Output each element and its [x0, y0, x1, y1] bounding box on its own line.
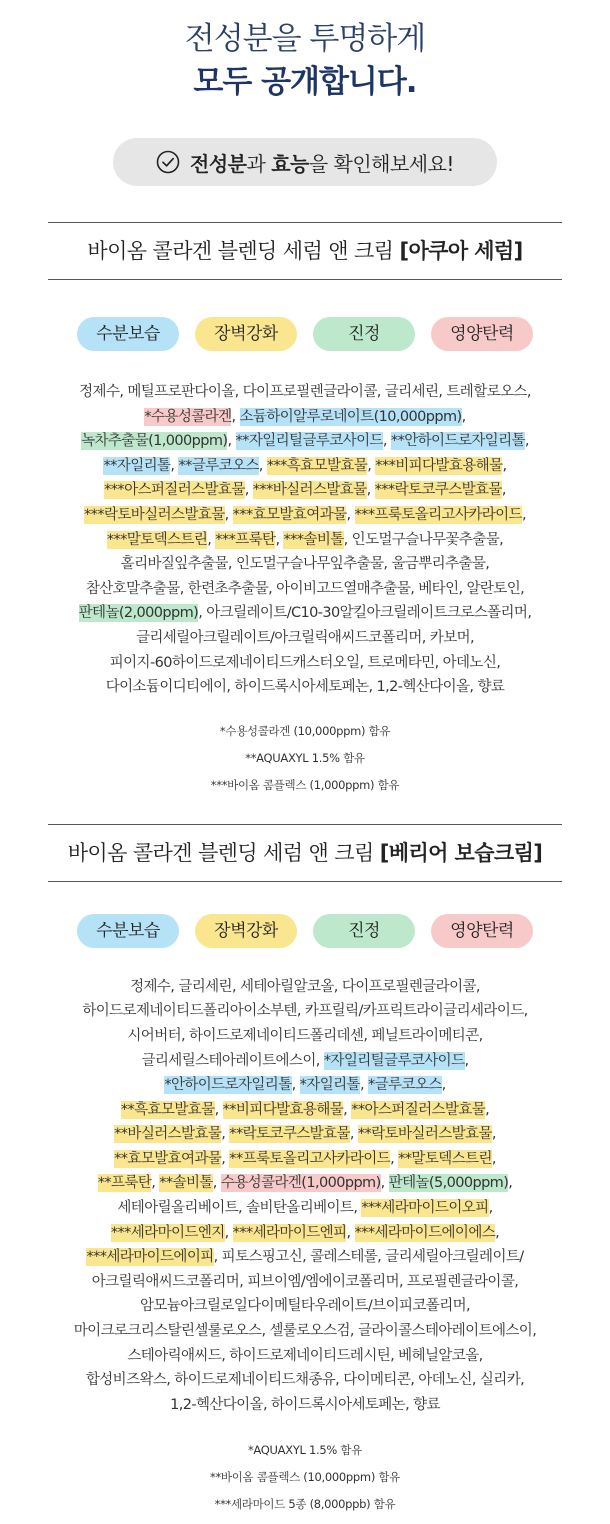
footnote: ***바이옴 콤플렉스 (1,000ppm) 함유 — [210, 777, 400, 792]
ingredient-line — [0, 1196, 610, 1221]
ingredient-text: , — [346, 506, 355, 523]
ingredient-text: 합성비즈왁스, 하이드로제네이티드채종유, 다이메티콘, 아데노신, 실리카, — [85, 1372, 525, 1389]
ingredient-line — [0, 528, 610, 553]
check-ingredients-pill — [113, 138, 497, 186]
ingredient-line — [0, 454, 610, 479]
ingredient-text: , — [380, 1175, 389, 1192]
ingredient-list — [0, 975, 610, 1418]
badge-moisture: 수분보습 — [77, 914, 179, 948]
product-title-bracket: [베리어 보습크림] — [379, 840, 543, 865]
ingredient-text: , — [441, 1077, 446, 1094]
ingredient-line — [0, 601, 610, 626]
product-title-prefix: 바이옴 콜라겐 블렌딩 세럼 앤 크림 — [67, 840, 380, 865]
ingredient-text: , — [170, 457, 179, 474]
ingredient-highlight: **자일리틸글루코사이드 — [235, 433, 383, 450]
ingredient-text: , — [224, 506, 233, 523]
ingredient-highlight: ***바실러스발효물 — [252, 482, 367, 499]
ingredient-text: , — [221, 1150, 230, 1167]
ingredient-highlight: **프룩토올리고사카라이드 — [229, 1150, 391, 1167]
ingredient-text: 암모늄아크릴로일다이메틸타우레이트/브이피코폴리머, — [139, 1298, 471, 1315]
ingredient-text: , — [524, 433, 529, 450]
ingredient-highlight: ***아스퍼질러스발효물 — [104, 482, 245, 499]
ingredient-text: 시어버터, 하이드로제네이티드폴리데센, 페닐트라이메티콘, — [127, 1027, 483, 1044]
ingredient-highlight: **비피다발효용해물 — [222, 1101, 344, 1118]
ingredient-line — [0, 1344, 610, 1369]
ingredient-highlight: **효모발효여과물 — [114, 1150, 222, 1167]
ingredient-text: , — [231, 408, 240, 425]
ingredient-text: , — [151, 1175, 160, 1192]
badge-nutrition: 영양탄력 — [431, 317, 533, 351]
ingredient-text: 세테아릴올리베이트, 솔비탄올리베이트, — [117, 1200, 362, 1217]
ingredient-line — [0, 1319, 610, 1344]
product-title — [48, 222, 562, 280]
check-text — [190, 148, 454, 177]
ingredient-text: , — [495, 1224, 500, 1241]
ingredient-highlight: ***세라마이드에이에스 — [354, 1224, 496, 1241]
check-bold-effects: 효능 — [271, 151, 309, 176]
ingredient-highlight: *자일리톨 — [299, 1077, 360, 1094]
ingredient-text: , 아크릴레이트/C10-30알킬아크릴레이트크로스폴리머, — [198, 605, 532, 622]
ingredient-text: , — [207, 531, 216, 548]
ingredient-line — [0, 651, 610, 676]
ingredient-line — [0, 380, 610, 405]
product-section-aqua-serum — [0, 222, 610, 799]
footnote: ***세라마이드 5종 (8,000ppb) 함유 — [214, 1497, 396, 1512]
ingredient-highlight: **솔비톨 — [159, 1175, 213, 1192]
ingredient-text: , — [291, 1077, 300, 1094]
footnotes — [0, 1437, 610, 1518]
ingredient-line — [0, 1024, 610, 1049]
ingredient-highlight: 수용성콜라겐(1,000ppm) — [220, 1175, 381, 1192]
ingredient-line — [0, 1393, 610, 1418]
ingredient-highlight: 판테놀(5,000ppm) — [388, 1175, 509, 1192]
ingredient-highlight: ***세라마이드이오피 — [361, 1200, 489, 1217]
ingredient-text: , — [485, 1101, 490, 1118]
ingredient-highlight: **흑효모발효물 — [120, 1101, 215, 1118]
ingredient-text: 다이소듐이디티에이, 하이드록시아세토페논, 1,2-헥산다이올, 향료 — [105, 679, 505, 696]
ingredient-text: 글리세릴스테아레이트에스이, — [141, 1052, 324, 1069]
ingredient-line — [0, 675, 610, 700]
ingredient-text: 홀리바질잎추출물, 인도멀구슬나무잎추출물, 울금뿌리추출물, — [120, 556, 490, 573]
ingredient-line — [0, 1245, 610, 1270]
ingredient-text: 하이드로제네이티드폴리아이소부텐, 카프릴릭/카프릭트라이글리세라이드, — [82, 1003, 528, 1020]
ingredient-text: , — [359, 1077, 368, 1094]
ingredient-text: , 피토스핑고신, 콜레스테롤, 글리세릴아크릴레이트/ — [213, 1249, 524, 1266]
ingredient-highlight: **말토덱스트린 — [398, 1150, 492, 1167]
ingredient-text: 아크릴릭애씨드코폴리머, 피브이엠/엠에이코폴리머, 프로필렌글라이콜, — [91, 1273, 519, 1290]
product-title-prefix: 바이옴 콜라겐 블렌딩 세럼 앤 크림 — [87, 239, 400, 263]
ingredient-highlight: ***락토코쿠스발효물 — [374, 482, 502, 499]
ingredient-highlight: ***세라마이드엔피 — [232, 1224, 347, 1241]
ingredient-line — [0, 503, 610, 528]
ingredient-text: , — [501, 482, 506, 499]
ingredient-highlight: *안하이드로자일리톨 — [164, 1077, 292, 1094]
ingredient-line — [0, 1221, 610, 1246]
badge-soothing: 진정 — [313, 914, 415, 948]
ingredient-text: , — [464, 1052, 469, 1069]
ingredient-line — [0, 999, 610, 1024]
ingredient-text: , — [214, 1101, 223, 1118]
product-section-barrier-cream — [0, 824, 610, 1519]
effect-badges — [0, 914, 610, 948]
product-title-bracket: [아쿠아 세럼] — [399, 239, 523, 263]
ingredient-highlight: **락토바실러스발효물 — [357, 1126, 492, 1143]
ingredient-text: , — [221, 1126, 230, 1143]
ingredient-text: , — [491, 1150, 496, 1167]
ingredient-text: , — [366, 482, 375, 499]
ingredient-text: 글리세릴아크릴레이트/아크릴릭애씨드코폴리머, 카보머, — [135, 629, 475, 646]
check-bold-ingredients: 전성분 — [190, 151, 247, 176]
ingredient-highlight: ***프룩토올리고사카라이드 — [354, 506, 522, 523]
ingredient-line — [0, 626, 610, 651]
ingredient-text: , — [212, 1175, 221, 1192]
ingredient-highlight: *수용성콜라겐 — [144, 408, 232, 425]
product-title — [48, 824, 562, 882]
ingredient-line — [0, 1368, 610, 1393]
ingredient-text: , — [224, 1224, 233, 1241]
ingredient-highlight: ***세라마이드에이피 — [86, 1249, 214, 1266]
ingredient-line — [0, 1270, 610, 1295]
ingredient-text: , — [488, 1200, 493, 1217]
ingredient-highlight: **자일리톨 — [103, 457, 171, 474]
hero-title-line1: 전성분을 투명하게 — [184, 21, 426, 57]
effect-badges — [0, 317, 610, 351]
badge-moisture: 수분보습 — [77, 317, 179, 351]
ingredient-line — [0, 1147, 610, 1172]
ingredient-text: 참산호말추출물, 한련초추출물, 아이비고드열매추출물, 베타인, 알란토인, — [85, 580, 525, 597]
ingredient-text: , — [227, 433, 236, 450]
ingredient-text: , — [258, 457, 267, 474]
ingredient-line — [0, 975, 610, 1000]
ingredient-line — [0, 1098, 610, 1123]
badge-barrier: 장벽강화 — [195, 317, 297, 351]
check-text-and: 과 — [246, 151, 272, 176]
ingredient-highlight: *글루코오스 — [367, 1077, 442, 1094]
ingredient-text: , — [390, 1150, 399, 1167]
ingredient-text: , 인도멀구슬나무꽃추출물, — [343, 531, 504, 548]
ingredient-text: , — [521, 506, 526, 523]
ingredient-line — [0, 429, 610, 454]
ingredient-line — [0, 1122, 610, 1147]
ingredient-highlight: ***세라마이드엔지 — [110, 1224, 225, 1241]
ingredient-line — [0, 1073, 610, 1098]
ingredient-highlight: ***말토덱스트린 — [106, 531, 208, 548]
ingredient-highlight: **바실러스발효물 — [114, 1126, 222, 1143]
ingredient-text: 스테아릭애씨드, 하이드로제네이티드레시틴, 베헤닐알코올, — [127, 1347, 483, 1364]
check-text-rest: 을 확인해보세요! — [308, 151, 454, 176]
hero — [0, 0, 610, 104]
badge-soothing: 진정 — [313, 317, 415, 351]
ingredient-text: , — [508, 1175, 513, 1192]
ingredient-highlight: ***솔비톨 — [283, 531, 344, 548]
badge-barrier: 장벽강화 — [195, 914, 297, 948]
ingredient-line — [0, 478, 610, 503]
footnote: **바이옴 콤플렉스 (10,000ppm) 함유 — [210, 1470, 400, 1485]
check-circle-icon — [156, 150, 180, 174]
ingredient-highlight: **글루코오스 — [178, 457, 259, 474]
ingredient-highlight: **프룩탄 — [97, 1175, 152, 1192]
badge-nutrition: 영양탄력 — [431, 914, 533, 948]
ingredient-text: 마이크로크리스탈린셀룰로오스, 셀룰로오스검, 글라이콜스테아레이트에스이, — [73, 1323, 537, 1340]
ingredient-text: , — [343, 1101, 352, 1118]
ingredient-text: , — [349, 1126, 358, 1143]
hero-title-line2: 모두 공개합니다. — [193, 64, 417, 100]
ingredient-text: , — [491, 1126, 496, 1143]
ingredient-highlight: ***효모발효여과물 — [232, 506, 347, 523]
ingredient-highlight: ***프룩탄 — [215, 531, 276, 548]
ingredient-list — [0, 380, 610, 700]
footnote: **AQUAXYL 1.5% 함유 — [245, 750, 365, 765]
ingredient-text: 1,2-헥산다이올, 하이드록시아세토페논, 향료 — [170, 1396, 440, 1413]
ingredient-text: 정제수, 글리세린, 세테아릴알코올, 다이프로필렌글라이콜, — [130, 978, 480, 995]
ingredient-highlight: 녹차추출물(1,000ppm) — [81, 433, 228, 450]
footnote: *수용성콜라겐 (10,000ppm) 함유 — [219, 723, 391, 738]
ingredient-highlight: **안하이드로자일리톨 — [390, 433, 525, 450]
footnotes — [0, 718, 610, 799]
ingredient-line — [0, 405, 610, 430]
ingredient-highlight: **아스퍼질러스발효물 — [351, 1101, 486, 1118]
footnote: *AQUAXYL 1.5% 함유 — [247, 1443, 362, 1458]
ingredient-highlight: ***비피다발효용해물 — [375, 457, 503, 474]
ingredient-text: 피이지-60하이드로제네이티드캐스터오일, 트로메타민, 아데노신, — [109, 654, 501, 671]
ingredient-text: , — [244, 482, 253, 499]
ingredient-highlight: 소듐하이알루로네이트(10,000ppm) — [239, 408, 462, 425]
ingredient-highlight: *자일리틸글루코사이드 — [323, 1052, 465, 1069]
ingredient-highlight: ***흑효모발효물 — [266, 457, 368, 474]
ingredient-text: 정제수, 메틸프로판다이올, 다이프로필렌글라이콜, 글리세린, 트레할로오스, — [79, 384, 531, 400]
ingredient-highlight: ***락토바실러스발효물 — [84, 506, 225, 523]
ingredient-text: , — [461, 408, 466, 425]
ingredient-text: , — [367, 457, 376, 474]
ingredient-line — [0, 577, 610, 602]
ingredient-text: , — [502, 457, 507, 474]
ingredient-line — [0, 552, 610, 577]
ingredient-text: , — [382, 433, 391, 450]
ingredient-highlight: 판테놀(2,000ppm) — [78, 605, 199, 622]
ingredient-line — [0, 1294, 610, 1319]
ingredient-line — [0, 1171, 610, 1196]
ingredient-line — [0, 1049, 610, 1074]
ingredient-text: , — [346, 1224, 355, 1241]
ingredient-highlight: **락토코쿠스발효물 — [229, 1126, 350, 1143]
ingredient-text: , — [275, 531, 284, 548]
